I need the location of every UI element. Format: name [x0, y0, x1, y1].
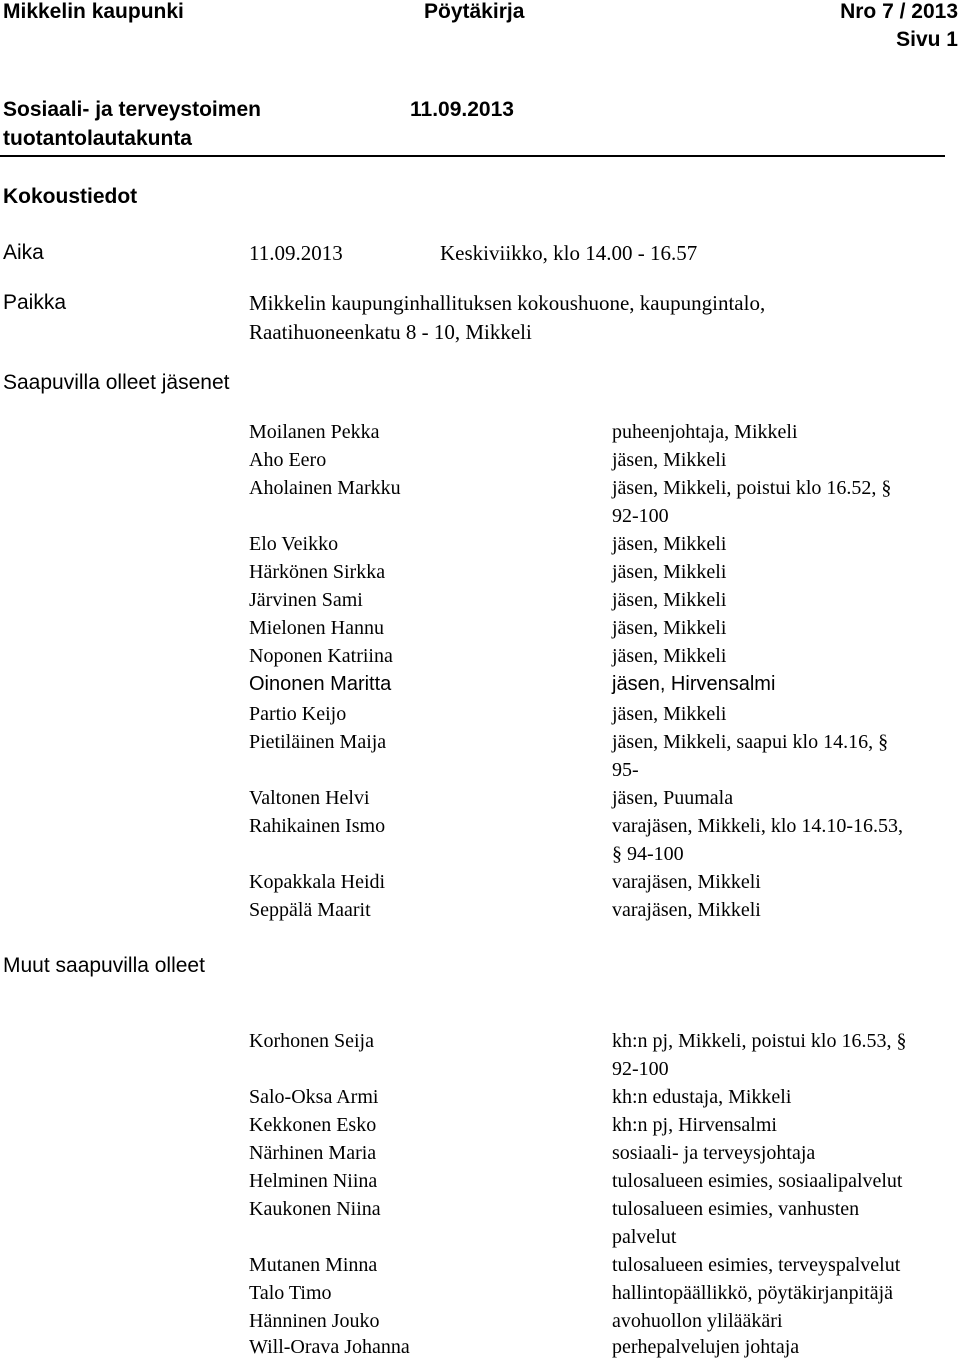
attendee-row-continuation	[0, 1226, 960, 1254]
member-name: Mielonen Hannu	[249, 617, 384, 639]
member-name: Kopakkala Heidi	[249, 871, 386, 893]
member-row	[0, 617, 960, 645]
meeting-date: 11.09.2013	[410, 98, 514, 121]
place-line2: Raatihuoneenkatu 8 - 10, Mikkeli	[249, 320, 532, 344]
document-type: Pöytäkirja	[424, 0, 525, 23]
member-row	[0, 533, 960, 561]
member-role: varajäsen, Mikkeli	[612, 871, 761, 893]
member-name: Pietiläinen Maija	[249, 731, 387, 753]
attendee-row	[0, 1114, 960, 1142]
member-row	[0, 673, 960, 701]
attendee-name: Will-Orava Johanna	[249, 1336, 410, 1358]
member-name: Aholainen Markku	[249, 477, 401, 499]
member-name: Aho Eero	[249, 449, 327, 471]
attendee-name: Närhinen Maria	[249, 1142, 377, 1164]
attendee-name: Mutanen Minna	[249, 1254, 378, 1276]
member-row	[0, 787, 960, 815]
member-name: Moilanen Pekka	[249, 421, 380, 443]
member-row	[0, 561, 960, 589]
attendee-role: sosiaali- ja terveysjohtaja	[612, 1142, 816, 1164]
member-role: jäsen, Hirvensalmi	[612, 673, 776, 695]
document-number: Nro 7 / 2013	[840, 0, 958, 23]
attendee-row	[0, 1170, 960, 1198]
place-line1: Mikkelin kaupunginhallituksen kokoushuone, kaupungintalo,	[249, 291, 766, 315]
attendee-row	[0, 1254, 960, 1282]
header-divider	[0, 155, 945, 157]
member-row	[0, 899, 960, 927]
attendee-name: Salo-Oksa Armi	[249, 1086, 379, 1108]
org-name: Mikkelin kaupunki	[3, 0, 184, 23]
attendee-role: tulosalueen esimies, sosiaalipalvelut	[612, 1170, 903, 1192]
attendee-role: kh:n pj, Mikkeli, poistui klo 16.53, §	[612, 1030, 907, 1052]
member-role: varajäsen, Mikkeli	[612, 899, 761, 921]
attendee-name: Talo Timo	[249, 1282, 332, 1304]
member-role-continued: 92-100	[612, 505, 669, 527]
member-name: Rahikainen Ismo	[249, 815, 386, 837]
attendee-role-continued: 92-100	[612, 1058, 669, 1080]
member-name: Seppälä Maarit	[249, 899, 371, 921]
attendee-name: Helminen Niina	[249, 1170, 378, 1192]
attendee-role: kh:n pj, Hirvensalmi	[612, 1114, 777, 1136]
section-title: Kokoustiedot	[3, 185, 138, 208]
member-name: Partio Keijo	[249, 703, 347, 725]
attendee-role: kh:n edustaja, Mikkeli	[612, 1086, 792, 1108]
member-role-continued: § 94-100	[612, 843, 684, 865]
member-role: jäsen, Mikkeli	[612, 449, 727, 471]
attendee-role: tulosalueen esimies, terveyspalvelut	[612, 1254, 901, 1276]
attendee-row	[0, 1198, 960, 1226]
member-role: jäsen, Mikkeli	[612, 561, 727, 583]
member-role: jäsen, Mikkeli	[612, 703, 727, 725]
member-role: jäsen, Mikkeli	[612, 533, 727, 555]
member-row	[0, 645, 960, 673]
time-date: 11.09.2013	[249, 241, 343, 265]
attendee-name: Korhonen Seija	[249, 1030, 374, 1052]
member-row	[0, 589, 960, 617]
member-name: Noponen Katriina	[249, 645, 393, 667]
present-members-label: Saapuvilla olleet jäsenet	[3, 371, 230, 394]
attendee-role: avohuollon ylilääkäri	[612, 1310, 783, 1332]
attendee-name: Hänninen Jouko	[249, 1310, 380, 1332]
member-name: Elo Veikko	[249, 533, 339, 555]
attendee-role: perhepalvelujen johtaja	[612, 1336, 800, 1358]
member-role: jäsen, Mikkeli	[612, 589, 727, 611]
page-number: Sivu 1	[896, 28, 958, 51]
member-role: jäsen, Mikkeli	[612, 617, 727, 639]
time-label: Aika	[3, 241, 44, 264]
member-row	[0, 477, 960, 505]
attendee-row	[0, 1282, 960, 1310]
member-name: Oinonen Maritta	[249, 673, 392, 695]
member-row	[0, 871, 960, 899]
board-name-line2: tuotantolautakunta	[3, 127, 192, 150]
time-value: Keskiviikko, klo 14.00 - 16.57	[440, 241, 698, 265]
attendee-row	[0, 1310, 960, 1338]
attendee-name: Kekkonen Esko	[249, 1114, 377, 1136]
attendee-name: Kaukonen Niina	[249, 1198, 381, 1220]
member-role: jäsen, Mikkeli	[612, 645, 727, 667]
member-row-continuation	[0, 505, 960, 533]
attendee-row	[0, 1086, 960, 1114]
member-role: varajäsen, Mikkeli, klo 14.10-16.53,	[612, 815, 904, 837]
member-row-continuation	[0, 843, 960, 871]
member-row	[0, 449, 960, 477]
member-row	[0, 703, 960, 731]
member-role: jäsen, Puumala	[612, 787, 734, 809]
member-row	[0, 731, 960, 759]
member-role: jäsen, Mikkeli, saapui klo 14.16, §	[612, 731, 889, 753]
attendee-row	[0, 1030, 960, 1058]
others-present-label: Muut saapuvilla olleet	[3, 954, 205, 977]
attendee-role-continued: palvelut	[612, 1226, 677, 1248]
member-role-continued: 95-	[612, 759, 639, 781]
member-name: Järvinen Sami	[249, 589, 363, 611]
board-name-line1: Sosiaali- ja terveystoimen	[3, 98, 261, 121]
attendee-role: tulosalueen esimies, vanhusten	[612, 1198, 860, 1220]
member-row	[0, 421, 960, 449]
member-row-continuation	[0, 759, 960, 787]
member-name: Härkönen Sirkka	[249, 561, 386, 583]
member-role: puheenjohtaja, Mikkeli	[612, 421, 798, 443]
attendee-row	[0, 1336, 960, 1364]
place-label: Paikka	[3, 291, 67, 314]
attendee-row	[0, 1142, 960, 1170]
attendee-role: hallintopäällikkö, pöytäkirjanpitäjä	[612, 1282, 894, 1304]
member-name: Valtonen Helvi	[249, 787, 370, 809]
attendee-row-continuation	[0, 1058, 960, 1086]
member-role: jäsen, Mikkeli, poistui klo 16.52, §	[612, 477, 892, 499]
member-row	[0, 815, 960, 843]
